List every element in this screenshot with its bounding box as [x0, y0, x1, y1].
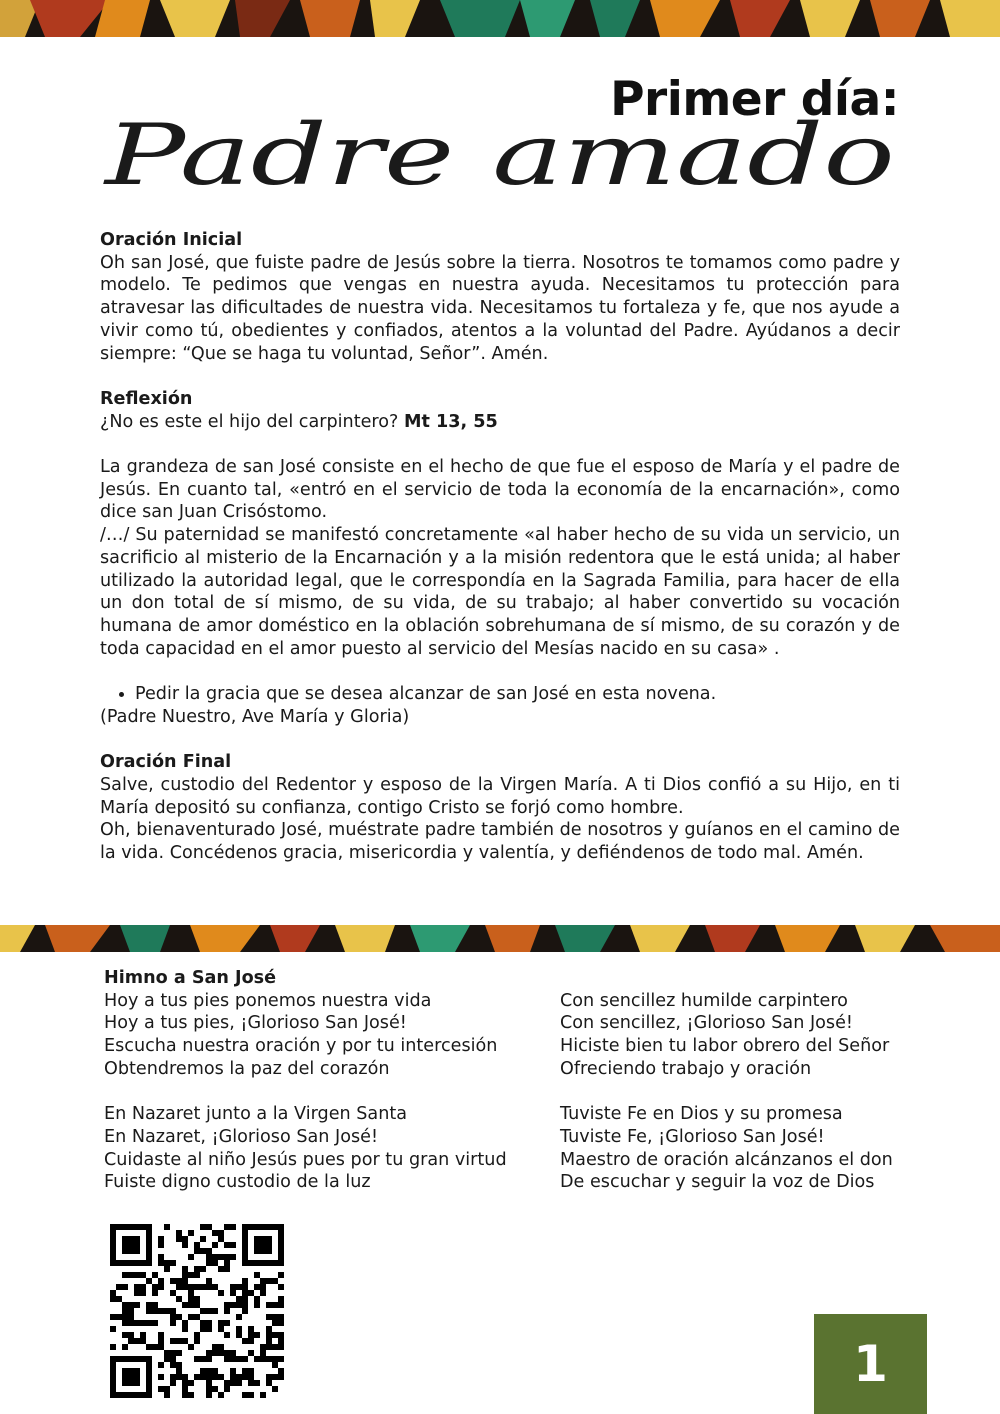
hymn-line: Tuviste Fe, ¡Glorioso San José! [560, 1126, 825, 1147]
page-title: Primer día: [610, 72, 899, 127]
hymn-line: Maestro de oración alcánzanos el don [560, 1149, 893, 1170]
hymn-heading: Himno a San José [104, 968, 277, 988]
page-number: 1 [814, 1314, 927, 1414]
hymn-stanza [560, 990, 924, 1081]
hymn-line: Hiciste bien tu labor obrero del Señor [560, 1036, 890, 1057]
bible-citation: Mt 13, 55 [403, 411, 498, 432]
hymn-line: Con sencillez, ¡Glorioso San José! [560, 1013, 853, 1034]
middle-decorative-band [0, 925, 1000, 952]
hymn-section [104, 967, 924, 1217]
hymn-line: Hoy a tus pies ponemos nuestra vida [104, 990, 432, 1011]
hymn-line: Cuidaste al niño Jesús pues por tu gran virtud [104, 1149, 507, 1170]
oracion-final-paragraph-1: Salve, custodio del Redentor y esposo de la Virgen María. A ti Dios confió a su Hijo, en ti María depositó su confianza, contigo Cristo se forjó como hombre. [100, 774, 900, 818]
hymn-line: Hoy a tus pies, ¡Glorioso San José! [104, 1013, 407, 1034]
main-content [100, 229, 900, 865]
top-decorative-band [0, 0, 1000, 37]
reflexion-paragraph-2: /…/ Su paternidad se manifestó concretamente «al haber hecho de su vida un servicio, un sacrificio al misterio de la Encarnación y a la misión redentora que le está unida; al haber utilizado la autoridad legal, que le correspondía en la Sagrada Familia, para hacer de ella un don total de sí mismo, de su vida, de su trabajo; al haber convertido su vocación humana de amor doméstico en la oblación sobrehumana de sí mismo, de su corazón y de toda capacidad en el amor puesto al servicio del Mesías nacido en su casa» . [100, 525, 900, 659]
list-item: • Pedir la gracia que se desea alcanzar de san José en esta novena. [135, 683, 900, 706]
reflexion-heading: Reflexión [100, 388, 193, 409]
hymn-line: De escuchar y seguir la voz de Dios [560, 1172, 875, 1193]
hymn-stanza [560, 1103, 924, 1194]
prayers-note: (Padre Nuestro, Ave María y Gloria) [100, 706, 410, 727]
hymn-line: Ofreciendo trabajo y oración [560, 1058, 812, 1079]
reflexion-question-text: ¿No es este el hijo del carpintero? [100, 411, 404, 432]
hymn-line: En Nazaret, ¡Glorioso San José! [104, 1126, 379, 1147]
hymn-left-column [104, 990, 560, 1217]
oracion-inicial-heading: Oración Inicial [100, 230, 243, 250]
hymn-stanza [104, 990, 560, 1081]
hymn-line: Con sencillez humilde carpintero [560, 990, 848, 1011]
hymn-line: En Nazaret junto a la Virgen Santa [104, 1104, 408, 1125]
oracion-final-paragraph-2: Oh, bienaventurado José, muéstrate padre también de nosotros y guíanos en el camino de la vida. Concédenos gracia, misericordia y valentía, y defiéndenos de todo mal. Amén. [100, 820, 900, 863]
hymn-line: Obtendremos la paz del corazón [104, 1058, 390, 1079]
hymn-stanza [104, 1103, 560, 1194]
qr-code-icon[interactable] [110, 1224, 284, 1398]
hymn-line: Fuiste digno custodio de la luz [104, 1172, 371, 1193]
oracion-inicial-text: Oh san José, que fuiste padre de Jesús sobre la tierra. Nosotros te tomamos como padre y modelo. Te pedimos que vengas en nuestra ayuda. Necesitamos tu protección para atravesar las dificultades de nuestra vida. Necesitamos tu fortaleza y fe, que nos ayude a vivir como tú, obedientes y confiados, atentos a la voluntad del Padre. Ayúdanos a decir siempre: “Que se haga tu voluntad, Señor”. Amén. [100, 252, 900, 364]
script-title [100, 112, 900, 212]
reflexion-paragraph-1: La grandeza de san José consiste en el hecho de que fue el esposo de María y el padre de Jesús. En cuanto tal, «entró en el servicio de toda la economía de la encarnación», como dice san Juan Crisóstomo. [100, 457, 900, 523]
script-title-text: Padre amado [102, 112, 896, 204]
hymn-right-column [560, 990, 924, 1217]
oracion-final-heading: Oración Final [100, 752, 232, 773]
hymn-line: Tuviste Fe en Dios y su promesa [560, 1104, 843, 1125]
hymn-line: Escucha nuestra oración y por tu intercesión [104, 1036, 498, 1057]
reflexion-list [100, 683, 900, 706]
reflexion-question [100, 411, 900, 434]
